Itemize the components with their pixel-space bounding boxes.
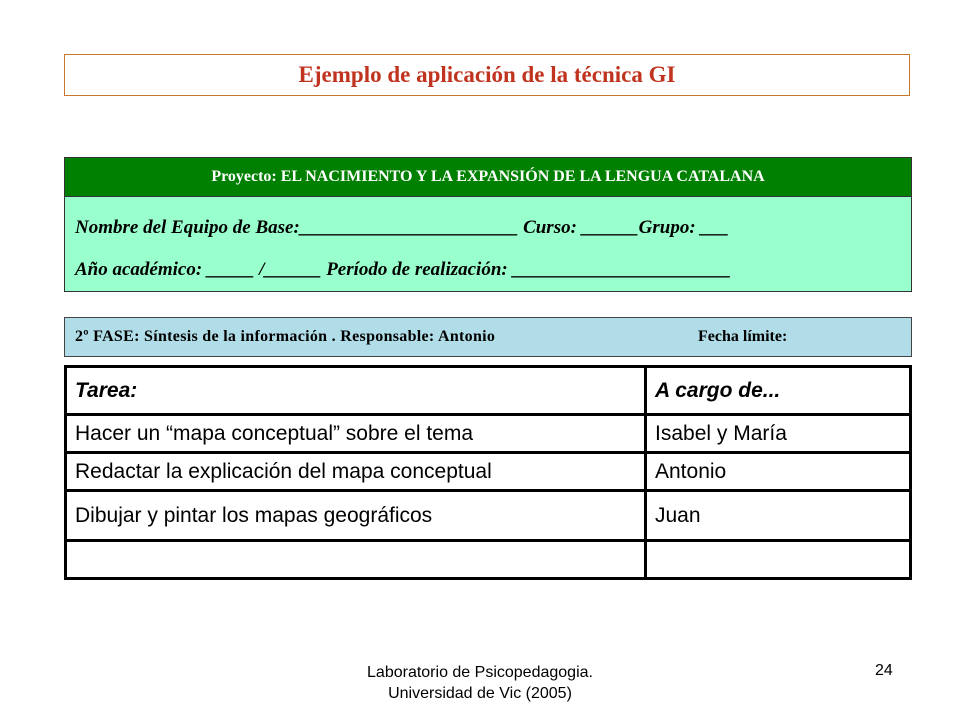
academic-year-line: Año académico: _____ /______ Período de realización: _______________________ — [75, 259, 731, 280]
table-row — [66, 415, 911, 453]
phase-responsible: 2º FASE: Síntesis de la información . Responsable: Antonio — [75, 328, 496, 345]
deadline-label: Fecha límite: — [698, 328, 788, 345]
table-row — [66, 491, 911, 541]
task-cell: Hacer un “mapa conceptual” sobre el tema — [66, 415, 646, 453]
page-number: 24 — [875, 662, 893, 679]
table-header-row — [66, 367, 911, 415]
assignee-cell — [646, 541, 911, 579]
task-table — [64, 365, 912, 580]
task-cell — [66, 541, 646, 579]
header-assignee: A cargo de... — [646, 367, 911, 415]
task-cell: Redactar la explicación del mapa conceptual — [66, 453, 646, 491]
assignee-cell: Isabel y María — [646, 415, 911, 453]
page-title: Ejemplo de aplicación de la técnica GI — [298, 62, 676, 87]
footer-line-1: Laboratorio de Psicopedagogia. — [367, 664, 593, 681]
title-box — [64, 54, 910, 96]
team-course-line: Nombre del Equipo de Base:_______________________ Curso: ______Grupo: ___ — [75, 217, 729, 238]
footer-credit — [280, 662, 680, 704]
project-header: Proyecto: EL NACIMIENTO Y LA EXPANSIÓN DE LA LENGUA CATALANA — [64, 157, 912, 197]
task-cell: Dibujar y pintar los mapas geográficos — [66, 491, 646, 541]
phase-bar — [64, 317, 912, 357]
project-body — [64, 197, 912, 292]
footer-line-2: Universidad de Vic (2005) — [388, 685, 572, 702]
header-task: Tarea: — [66, 367, 646, 415]
table-row — [66, 453, 911, 491]
table-row — [66, 541, 911, 579]
assignee-cell: Juan — [646, 491, 911, 541]
assignee-cell: Antonio — [646, 453, 911, 491]
